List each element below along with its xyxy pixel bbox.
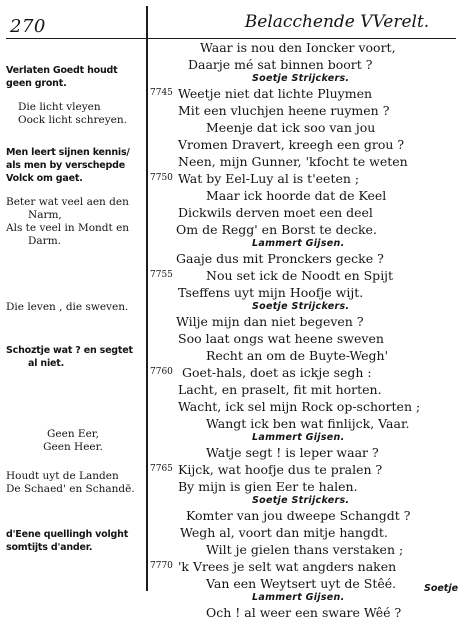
verse-line: Wilje mijn dan niet begeven ? (176, 314, 364, 329)
verse-line: Goet-hals, doet as ickje segh : (182, 365, 372, 380)
verse-line: Vromen Dravert, kreegh een grou ? (178, 137, 405, 152)
verse-line: Maar ick hoorde dat de Keel (206, 188, 387, 203)
page-number: 270 (10, 16, 46, 37)
verse-line: Wacht, ick sel mijn Rock op-schorten ; (178, 399, 421, 414)
line-number: 7760 (150, 367, 173, 377)
line-number: 7755 (150, 270, 173, 280)
verse-line: Wilt je gielen thans verstaken ; (206, 542, 404, 557)
margin-note: Die licht vleyen Oock licht schreyen. (18, 101, 127, 126)
running-title: Belacchende VVerelt. (244, 12, 430, 32)
verse-line: Van een Weytsert uyt de Stêé. (206, 576, 397, 591)
verse-line: Komter van jou dweepe Schangdt ? (186, 508, 411, 523)
speaker-heading: Lammert Gijsen. (252, 592, 345, 603)
margin-note: Verlaten Goedt houdt geen gront. (6, 65, 118, 89)
verse-line: Daarje mé sat binnen boort ? (188, 57, 373, 72)
verse-line: Wegh al, voort dan mitje hangdt. (180, 525, 388, 540)
verse-line: Dickwils derven moet een deel (178, 205, 373, 220)
margin-note: d'Eene quellingh volght somtijts d'ander. (6, 529, 129, 553)
verse-line: Lacht, en praselt, fit mit horten. (178, 382, 382, 397)
margin-note: Beter wat veel aen den Narm, Als te veel in Mondt en Darm. (6, 196, 130, 247)
column-rule (146, 6, 148, 591)
verse-line: Gaaje dus mit Pronckers gecke ? (176, 251, 384, 266)
verse-line: Neen, mijn Gunner, 'kfocht te weten (178, 154, 408, 169)
verse-line: Mit een vluchjen heene ruymen ? (178, 103, 390, 118)
margin-note: Die leven , die sweven. (6, 301, 129, 313)
line-number: 7745 (150, 88, 173, 98)
verse-line: Weetje niet dat lichte Pluymen (178, 86, 373, 101)
verse-line: By mijn is gien Eer te halen. (178, 479, 358, 494)
speaker-heading: Lammert Gijsen. (252, 432, 345, 443)
verse-line: Tseffens uyt mijn Hoofje wijt. (178, 285, 364, 300)
margin-note: Houdt uyt de Landen De Schaed' en Schandē. (6, 470, 135, 495)
line-number: 7765 (150, 464, 173, 474)
margin-note: Men leert sijnen kennis/ als men by verschepde Volck om gaet. (6, 147, 130, 184)
verse-line: Wangt ick ben wat finlijck, Vaar. (206, 416, 410, 431)
verse-line: Wat by Eel-Luy al is t'eeten ; (178, 171, 360, 186)
verse-line: Watje segt ! is leper waar ? (206, 445, 379, 460)
verse-line: Kijck, wat hoofje dus te pralen ? (178, 462, 383, 477)
line-number: 7770 (150, 561, 173, 571)
verse-line: Om de Regg' en Borst te decke. (176, 222, 377, 237)
catchword: Soetje (424, 583, 459, 594)
verse-line: Och ! al weer een sware Wêé ? (206, 605, 402, 620)
verse-line: Soo laat ongs wat heene sweven (178, 331, 384, 346)
verse-line: Waar is nou den Ioncker voort, (200, 40, 396, 55)
speaker-heading: Soetje Strijckers. (252, 73, 350, 84)
speaker-heading: Lammert Gijsen. (252, 238, 345, 249)
verse-line: Nou set ick de Noodt en Spijt (206, 268, 394, 283)
speaker-heading: Soetje Strijckers. (252, 301, 350, 312)
speaker-heading: Soetje Strijckers. (252, 495, 350, 506)
margin-note: Schoztje wat ? en segtet al niet. (6, 345, 133, 369)
verse-line: Recht an om de Buyte-Wegh' (206, 348, 389, 363)
verse-line: 'k Vrees je selt wat angders naken (178, 559, 397, 574)
verse-line: Meenje dat ick soo van jou (206, 120, 376, 135)
margin-note: Geen Eer, Geen Heer. (43, 428, 103, 453)
line-number: 7750 (150, 173, 173, 183)
